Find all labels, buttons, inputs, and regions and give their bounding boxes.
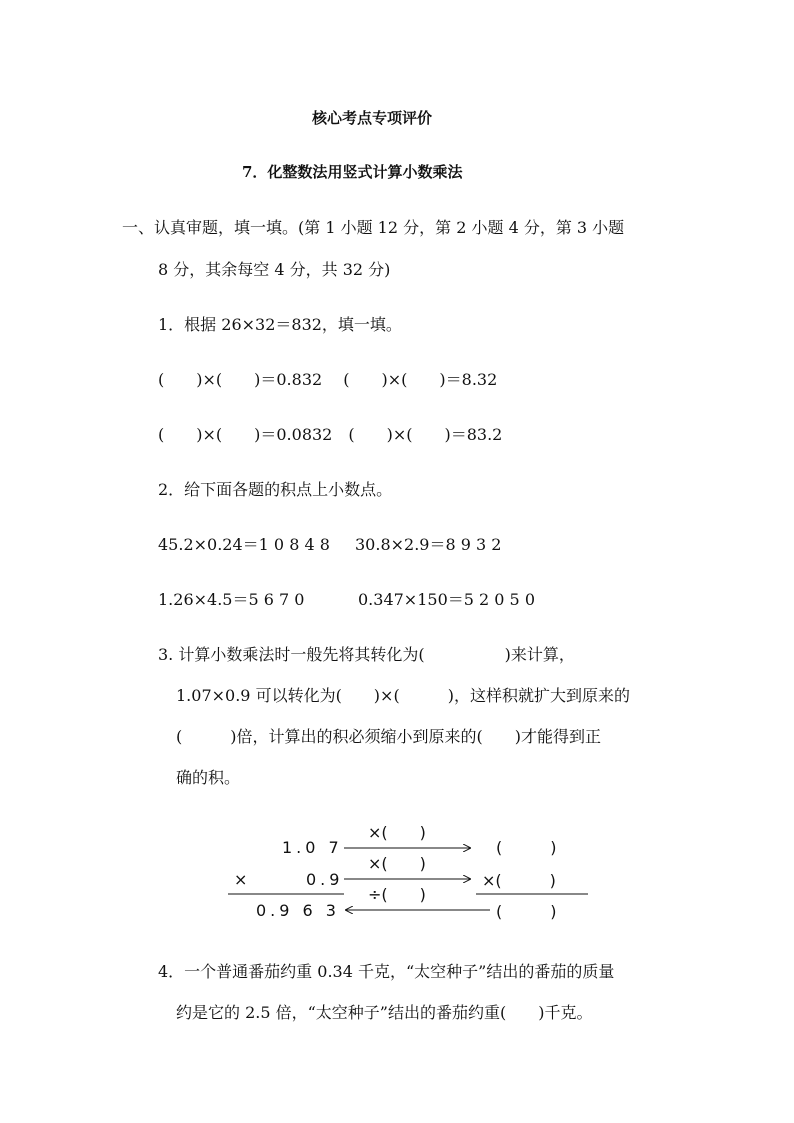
diagram-arrow1-label: ×( ) [368,823,426,842]
page-subtitle: 7．化整数法用竖式计算小数乘法 [242,163,463,181]
section-heading-line1: 一、认真审题，填一填。(第 1 小题 12 分，第 2 小题 4 分，第 3 小题 [122,218,625,237]
diagram-right-top: ( ) [496,838,557,857]
multiplication-diagram [220,818,600,928]
diagram-times-sign: × [234,870,248,889]
q2-item-3: 1.26×4.5＝5 6 7 0 [158,590,305,609]
diagram-top-number: 1.0 7 [282,838,343,857]
q3-line2: 1.07×0.9 可以转化为( )×( )，这样积就扩大到原来的 [176,686,630,705]
diagram-right-mid: ×( ) [482,871,556,890]
diagram-product: 0.9 6 3 [256,901,340,920]
q2-stem: 2．给下面各题的积点上小数点。 [158,480,393,499]
q2-item-1: 45.2×0.24＝1 0 8 4 8 [158,535,330,554]
section-heading-line2: 8 分，其余每空 4 分，共 32 分) [158,260,391,279]
q3-line1: 3. 计算小数乘法时一般先将其转化为( )来计算， [158,645,575,664]
q1-stem: 1．根据 26×32＝832，填一填。 [158,315,402,334]
diagram-bottom-number: 0.9 [306,870,344,889]
diagram-arrow2-label: ×( ) [368,854,426,873]
diagram-arrow3-label: ÷( ) [368,885,426,904]
q4-line2: 约是它的 2.5 倍，“太空种子”结出的番茄约重( )千克。 [176,1003,593,1022]
q1-row1: ( )×( )＝0.832 ( )×( )＝8.32 [158,370,498,389]
q1-row2: ( )×( )＝0.0832 ( )×( )＝83.2 [158,425,503,444]
q2-item-4: 0.347×150＝5 2 0 5 0 [358,590,535,609]
q3-line4: 确的积。 [176,768,241,787]
diagram-right-bottom: ( ) [496,902,557,921]
page-title: 核心考点专项评价 [312,109,433,127]
q3-line3: ( )倍，计算出的积必须缩小到原来的( )才能得到正 [176,727,601,746]
q4-line1: 4．一个普通番茄约重 0.34 千克，“太空种子”结出的番茄的质量 [158,962,615,981]
q2-item-2: 30.8×2.9＝8 9 3 2 [355,535,502,554]
